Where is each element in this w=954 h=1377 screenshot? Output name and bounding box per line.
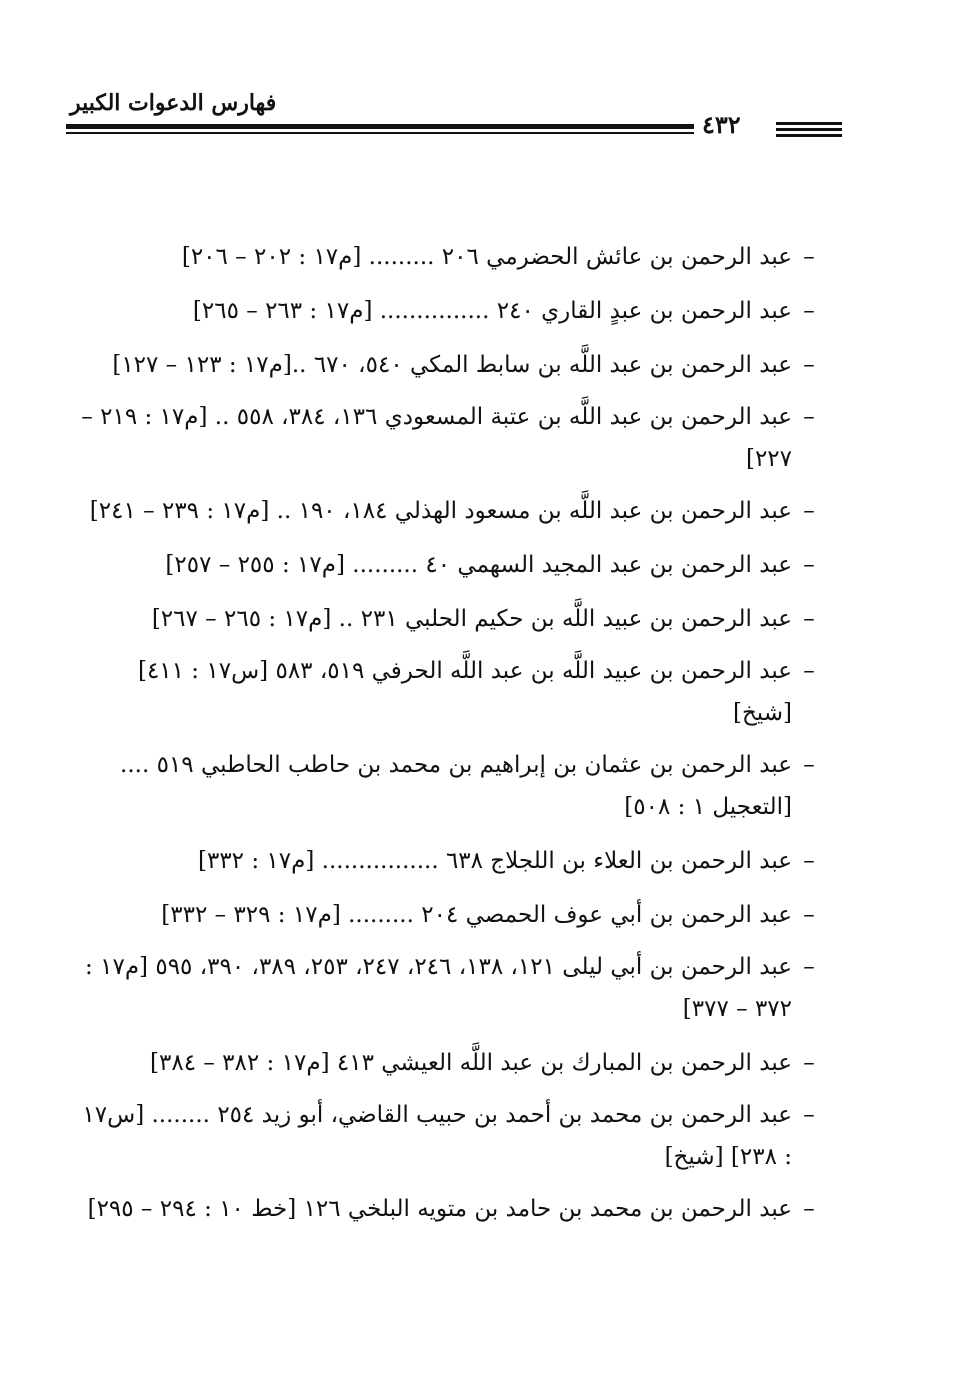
entry-text: عبد الرحمن بن عبد اللَّه بن سابط المكي ٥٤٠، ٦٧٠ ..[م١٧ : ١٢٣ – ١٢٧] bbox=[112, 352, 792, 378]
entry-dash: – bbox=[803, 848, 815, 874]
index-entry bbox=[72, 596, 818, 642]
index-entry bbox=[72, 838, 818, 884]
index-entry bbox=[72, 288, 818, 334]
entry-dash: – bbox=[803, 498, 815, 524]
entry-dash: – bbox=[803, 902, 815, 928]
header-rule-double bbox=[66, 124, 694, 136]
entry-dash: – bbox=[803, 606, 815, 632]
index-entry bbox=[72, 490, 818, 532]
entry-text: عبد الرحمن بن عبيد اللَّه بن حكيم الحلبي ٢٣١ .. [م١٧ : ٢٦٥ – ٢٦٧] bbox=[151, 606, 792, 632]
entry-dash: – bbox=[803, 752, 815, 778]
index-entry bbox=[72, 744, 818, 828]
index-entry bbox=[72, 650, 818, 734]
entry-dash: – bbox=[803, 244, 815, 270]
entry-text: عبد الرحمن بن العلاء بن اللجلاج ٦٣٨ ................ [م١٧ : ٣٣٢] bbox=[197, 848, 792, 874]
index-entry bbox=[72, 892, 818, 938]
entry-text: عبد الرحمن بن عبد اللَّه بن عتبة المسعودي ١٣٦، ٣٨٤، ٥٥٨ .. [م١٧ : ٢١٩ – ٢٢٧] bbox=[81, 404, 792, 472]
entry-dash: – bbox=[803, 1050, 815, 1076]
entry-text: عبد الرحمن بن عبيد اللَّه بن عبد اللَّه الحرفي ٥١٩، ٥٨٣ [س١٧ : ٤١١] [شيخ] bbox=[137, 658, 792, 726]
entry-dash: – bbox=[803, 954, 815, 980]
entry-dash: – bbox=[803, 352, 815, 378]
index-entry bbox=[72, 342, 818, 388]
entry-text: عبد الرحمن بن محمد بن حامد بن متويه البلخي ١٢٦ [خط ١٠ : ٢٩٤ – ٢٩٥] bbox=[87, 1196, 792, 1222]
index-entries bbox=[72, 234, 818, 1240]
entry-text: عبد الرحمن بن عبد اللَّه بن مسعود الهذلي ١٨٤، ١٩٠ .. [م١٧ : ٢٣٩ – ٢٤١] bbox=[89, 498, 792, 524]
index-entry bbox=[72, 234, 818, 280]
entry-dash: – bbox=[803, 1102, 815, 1128]
entry-text: عبد الرحمن بن عثمان بن إبراهيم بن محمد بن حاطب الحاطبي ٥١٩ .... [التعجيل ١ : ٥٠٨] bbox=[120, 752, 792, 820]
entry-text: عبد الرحمن بن عبدٍ القاري ٢٤٠ ............... [م١٧ : ٢٦٣ – ٢٦٥] bbox=[192, 298, 792, 324]
entry-dash: – bbox=[803, 658, 815, 684]
entry-text: عبد الرحمن بن المبارك بن عبد اللَّه العيشي ٤١٣ [م١٧ : ٣٨٢ – ٣٨٤] bbox=[150, 1050, 792, 1076]
entry-text: عبد الرحمن بن عبد المجيد السهمي ٤٠ ......... [م١٧ : ٢٥٥ – ٢٥٧] bbox=[165, 552, 792, 578]
entry-text: عبد الرحمن بن عائش الحضرمي ٢٠٦ ......... [م١٧ : ٢٠٢ – ٢٠٦] bbox=[181, 244, 792, 270]
entry-text: عبد الرحمن بن أبي عوف الحمصي ٢٠٤ ......... [م١٧ : ٣٢٩ – ٣٣٢] bbox=[161, 902, 792, 928]
header-rule-triple bbox=[776, 118, 842, 138]
index-entry bbox=[72, 1094, 818, 1178]
entry-text: عبد الرحمن بن محمد بن أحمد بن حبيب القاضي، أبو زيد ٢٥٤ ........ [س١٧ : ٢٣٨] [شيخ] bbox=[82, 1102, 792, 1170]
entry-dash: – bbox=[803, 1196, 815, 1222]
entry-text: عبد الرحمن بن أبي ليلى ١٢١، ١٣٨، ٢٤٦، ٢٤٧، ٢٥٣، ٣٨٩، ٣٩٠، ٥٩٥ [م١٧ : ٣٧٢ – ٣٧٧] bbox=[85, 954, 792, 1022]
running-title: فهارس الدعوات الكبير bbox=[70, 90, 277, 116]
entry-dash: – bbox=[803, 552, 815, 578]
entry-dash: – bbox=[803, 298, 815, 324]
index-entry bbox=[72, 1040, 818, 1086]
index-entry bbox=[72, 1188, 818, 1230]
page-number: ٤٣٢ bbox=[702, 110, 741, 139]
index-entry bbox=[72, 946, 818, 1030]
entry-dash: – bbox=[803, 404, 815, 430]
page-header bbox=[66, 80, 842, 140]
index-entry bbox=[72, 396, 818, 480]
index-entry bbox=[72, 542, 818, 588]
